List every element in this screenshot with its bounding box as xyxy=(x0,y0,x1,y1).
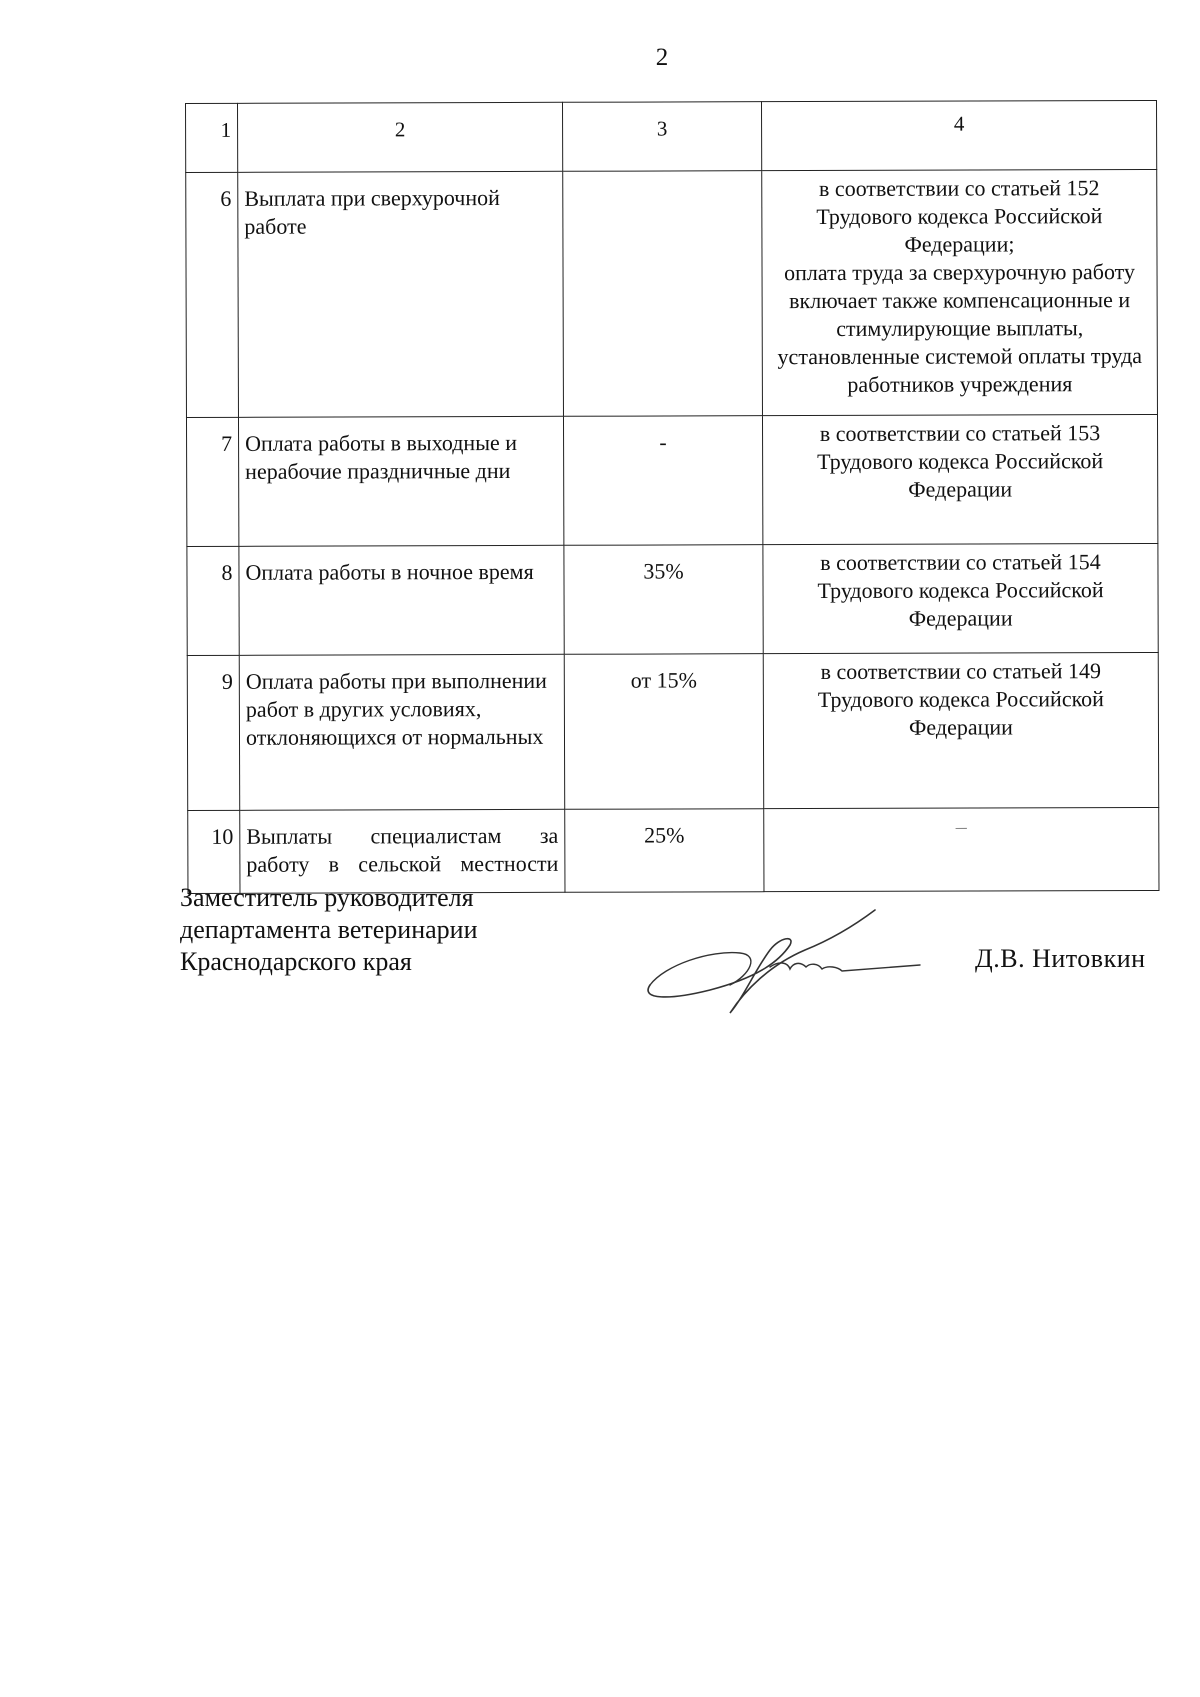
row-rate: 25% xyxy=(565,809,764,893)
row-number: 10 xyxy=(188,810,240,893)
handwritten-signature xyxy=(630,905,930,1025)
signatory-title-line: Заместитель руководителя xyxy=(180,883,474,912)
table-row xyxy=(186,414,1157,546)
header-col-2: 2 xyxy=(238,102,563,172)
signatory-title-line: департамента ветеринарии xyxy=(180,915,478,944)
row-name: Оплата работы в ночное время xyxy=(239,545,564,655)
table-row xyxy=(187,652,1158,810)
header-col-4: 4 xyxy=(761,100,1156,170)
row-name xyxy=(240,809,565,893)
header-col-3: 3 xyxy=(562,102,761,172)
payments-table xyxy=(185,100,1159,894)
row-number: 8 xyxy=(187,546,239,655)
table-row xyxy=(188,807,1159,893)
row-rate: от 15% xyxy=(564,654,763,810)
row-name: Оплата работы при выполнении работ в других условиях, отклоняющихся от нормальных xyxy=(239,654,564,810)
signer-name: Д.В. Нитовкин xyxy=(975,944,1146,973)
table-header-row xyxy=(186,100,1157,172)
header-col-1: 1 xyxy=(186,103,238,172)
row-rate: 35% xyxy=(564,545,763,655)
row-name-line: Выплаты специалистам за xyxy=(246,822,559,849)
row-basis: в соответствии со статьей 149 Трудового кодекса Российской Федерации xyxy=(763,652,1158,808)
row-basis: – xyxy=(764,807,1159,891)
row-basis: в соответствии со статьей 154 Трудового кодекса Российской Федерации xyxy=(763,543,1158,653)
row-basis: в соответствии со статьей 152 Трудового кодекса Российской Федерации; оплата труда за сверхурочную работу включает также компенсационные и стимулирующие выплаты, установленные системой оплаты труда работников учреждения xyxy=(762,169,1158,415)
signatory-title xyxy=(180,882,478,978)
row-rate: - xyxy=(563,416,762,546)
row-rate xyxy=(563,171,763,417)
table-row xyxy=(186,169,1158,417)
row-name: Выплата при сверхурочной работе xyxy=(238,171,564,417)
row-name-line: работу в сельской местности xyxy=(246,850,559,877)
page-number: 2 xyxy=(655,44,669,71)
row-name: Оплата работы в выходные и нерабочие праздничные дни xyxy=(238,416,563,546)
row-number: 6 xyxy=(186,172,239,417)
signatory-title-line: Краснодарского края xyxy=(180,947,412,976)
row-number: 7 xyxy=(186,417,238,546)
row-number: 9 xyxy=(187,655,239,810)
table-row xyxy=(187,543,1158,655)
row-basis: в соответствии со статьей 153 Трудового кодекса Российской Федерации xyxy=(762,414,1157,544)
